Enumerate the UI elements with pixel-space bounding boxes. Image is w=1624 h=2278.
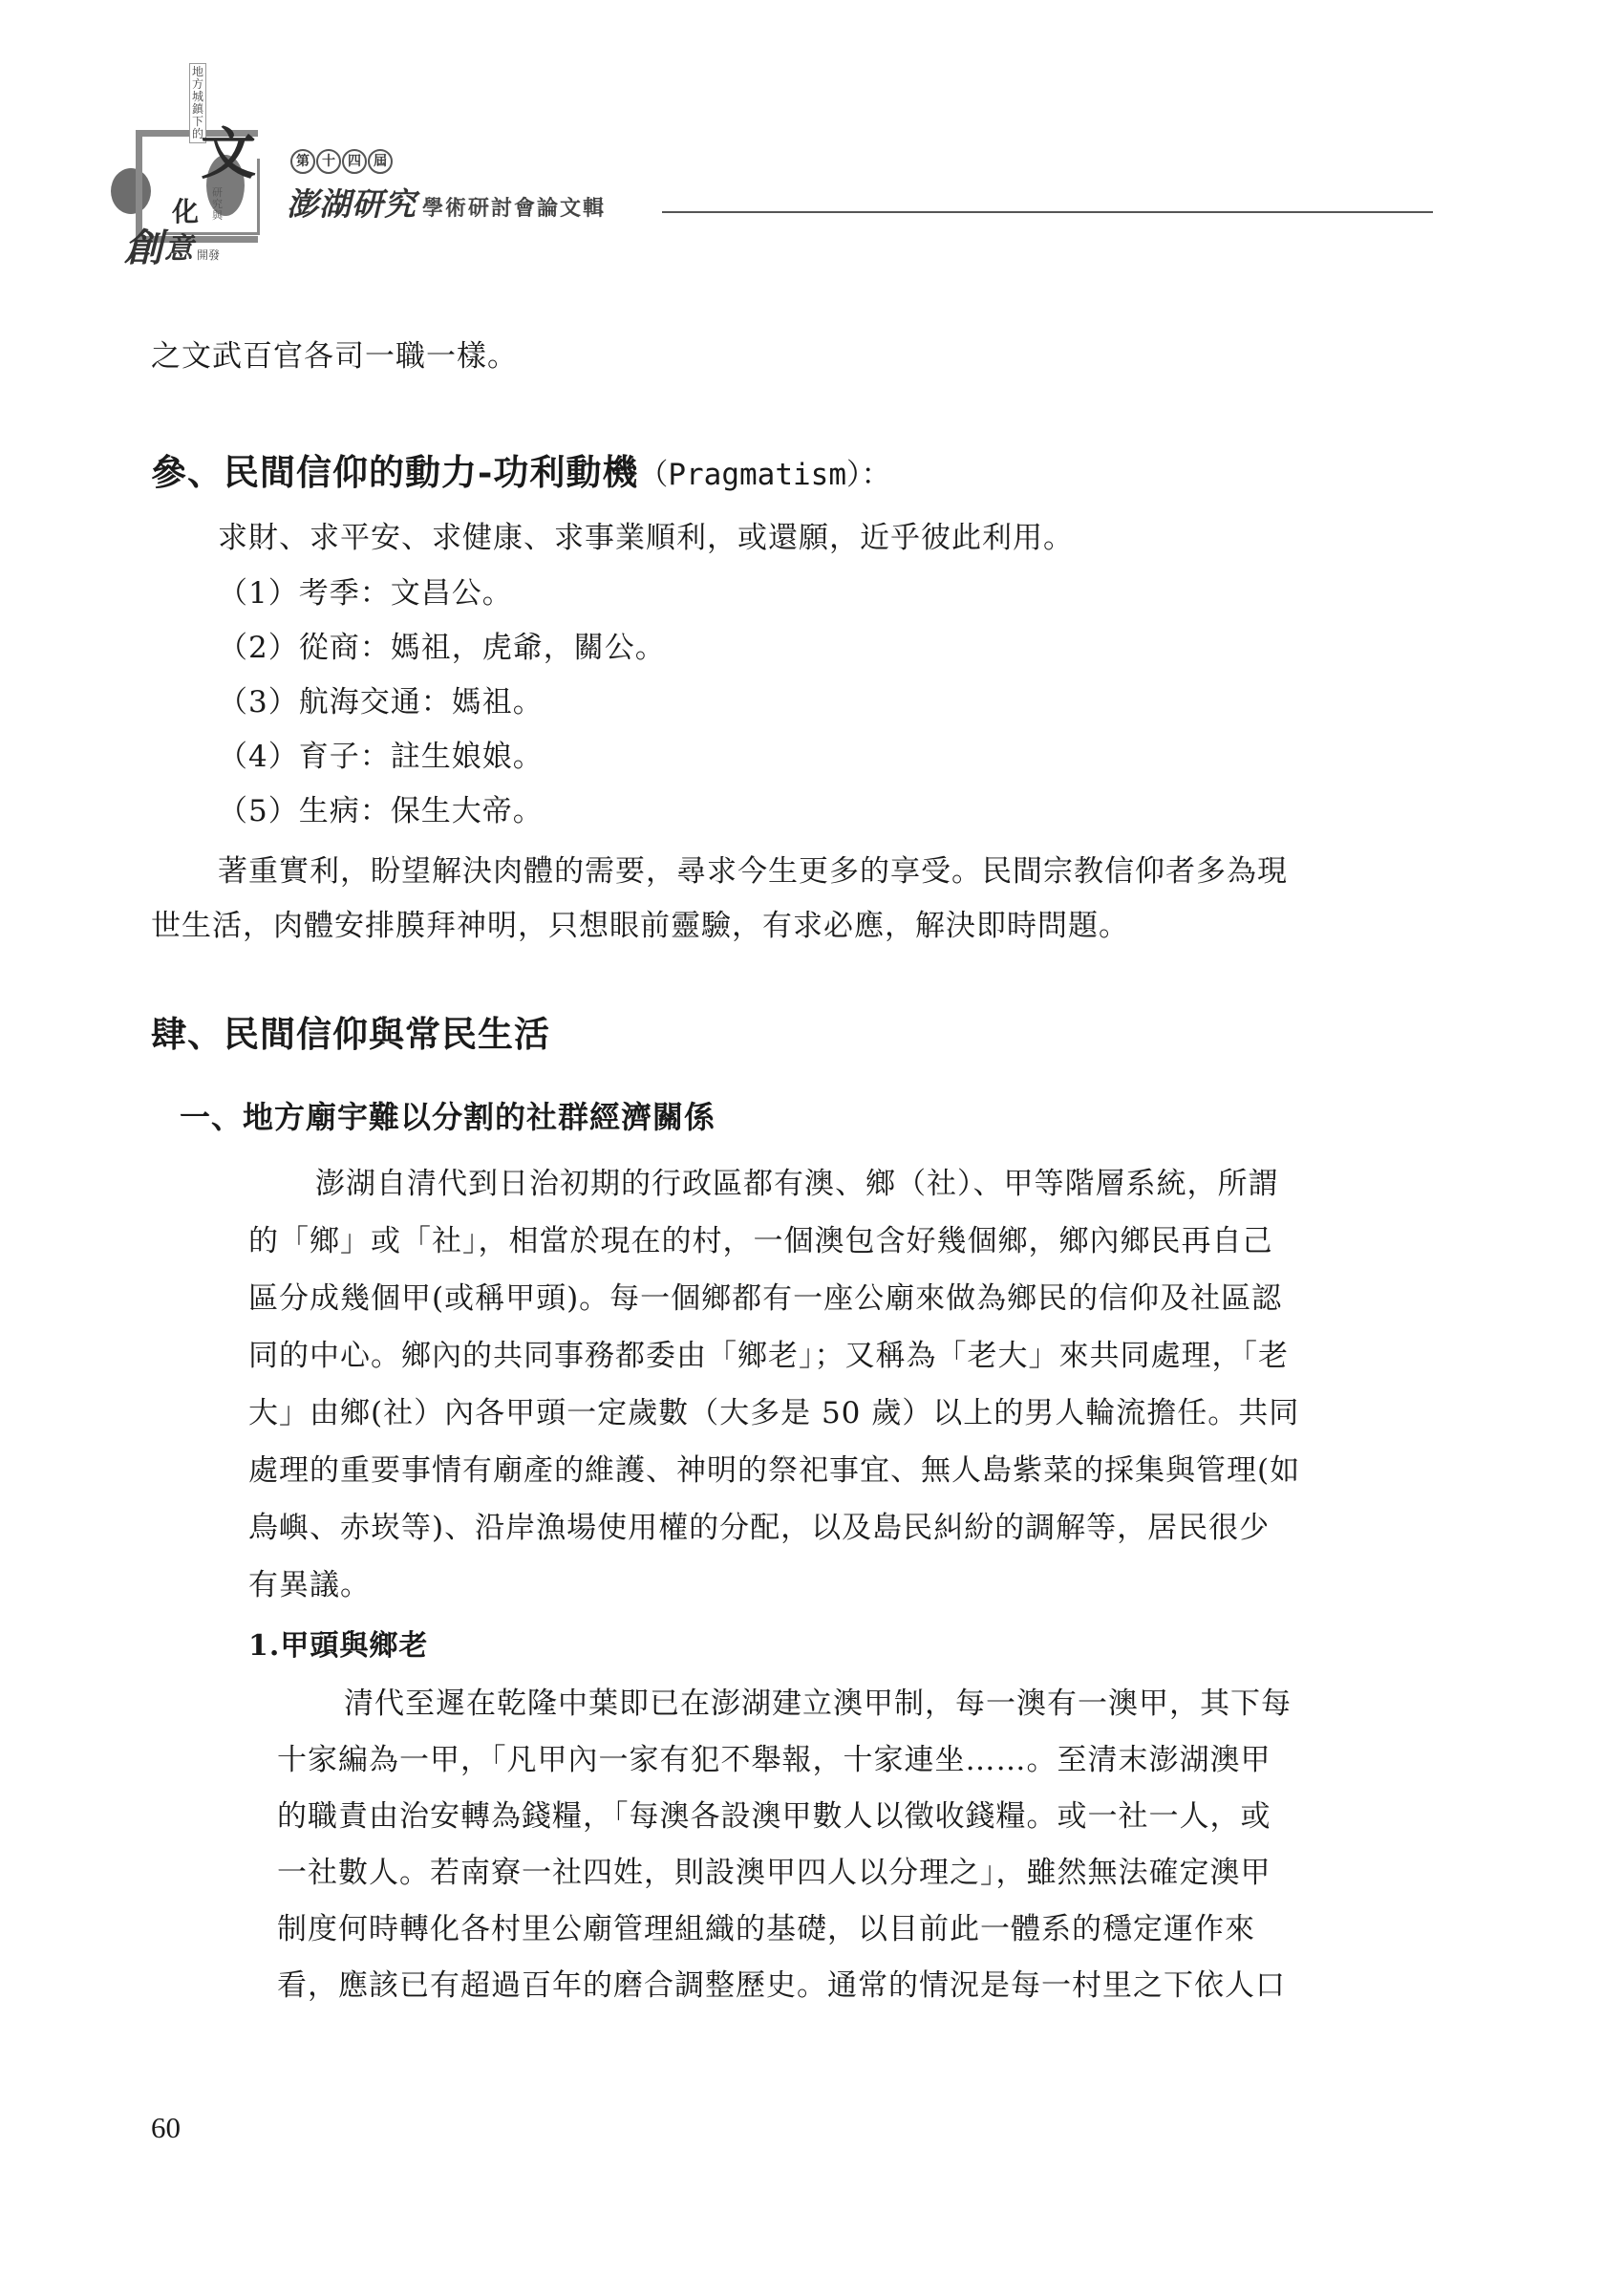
paragraph-line: 看，應該已有超過百年的磨合調整歷史。通常的情況是每一村里之下依人口 [277,1968,1286,2003]
edition-char: 四 [342,149,367,174]
paragraph-line: 的職責由治安轉為錢糧，「每澳各設澳甲數人以徵收錢糧。或一社一人，或 [277,1799,1271,1834]
section-3-heading [151,443,891,495]
paragraph-line: 清代至遲在乾隆中葉即已在澎湖建立澳甲制，每一澳有一澳甲，其下每 [344,1687,1292,1721]
paragraph-line: 鳥嶼、赤崁等)、沿岸漁場使用權的分配，以及島民糾紛的調解等，居民很少 [248,1511,1271,1545]
page-number: 60 [151,2111,181,2144]
paragraph-line: 世生活，肉體安排膜拜神明，只想眼前靈驗，有求必應，解決即時問題。 [151,909,1129,943]
paragraph-line: 同的中心。鄉內的共同事務都委由「鄉老」；又稱為「老大」來共同處理，「老 [248,1339,1289,1373]
paragraph-line: 澎湖自清代到日治初期的行政區都有澳、鄉（社）、甲等階層系統，所謂 [315,1167,1279,1201]
list-item: （1）考季：文昌公。 [218,576,513,611]
paragraph-line: 制度何時轉化各村里公廟管理組織的基礎，以目前此一體系的穩定運作來 [277,1912,1255,1946]
paragraph-line: 十家編為一甲，「凡甲內一家有犯不舉報，十家連坐……。至清末澎湖澳甲 [277,1743,1271,1777]
paragraph-line: 處理的重要事情有廟產的維護、神明的祭祀事宜、無人島紫菜的採集與管理(如 [248,1453,1301,1488]
paragraph-line: 著重實利，盼望解決肉體的需要，尋求今生更多的享受。民間宗教信仰者多為現 [218,854,1288,889]
paragraph-line: 有異議。 [248,1568,371,1602]
section-3-heading-text: 參、民間信仰的動力-功利動機 [151,451,639,493]
section-3-intro: 求財、求平安、求健康、求事業順利，或還願，近乎彼此利用。 [218,521,1074,555]
edition-char: 第 [290,149,315,174]
logo-small-text: 研究與 [212,186,223,222]
conference-name [287,180,606,225]
header-divider [662,211,1433,213]
paragraph-line: 一社數人。若南寮一社四姓，則設澳甲四人以分理之」，雖然無法確定澳甲 [277,1856,1271,1890]
subsection-1a-heading: 1.甲頭與鄉老 [248,1629,429,1663]
conference-name-main: 澎湖研究 [287,185,417,223]
logo-char-chuang: 創 [124,226,162,270]
paragraph-line: 大」由鄉(社）內各甲頭一定歲數（大多是 50 歲）以上的男人輪流擔任。共同 [248,1396,1300,1430]
list-item: （2）從商：媽祖，虎爺，關公。 [218,631,666,665]
list-item: （5）生病：保生大帝。 [218,794,544,828]
logo-char-hua: 化 [172,196,200,227]
subsection-1-heading: 一、地方廟宇難以分割的社群經濟關係 [180,1099,716,1135]
edition-char: 屆 [368,149,393,174]
intro-line: 之文武百官各司一職一樣。 [151,339,518,374]
list-item: （4）育子：註生娘娘。 [218,740,544,774]
page-header [0,0,1624,287]
conference-logo [105,55,267,270]
section-3-heading-latin: （Pragmatism）： [638,458,891,492]
edition-badge [290,149,394,174]
logo-char-wen: 文 [201,121,257,186]
conference-name-sub: 學術研討會論文輯 [422,196,607,221]
list-item: （3）航海交通：媽祖。 [218,685,544,720]
edition-char: 十 [316,149,341,174]
logo-kaifa-text: 開發 [197,248,221,262]
paragraph-line: 區分成幾個甲(或稱甲頭)。每一個鄉都有一座公廟來做為鄉民的信仰及社區認 [248,1281,1283,1316]
paragraph-line: 的「鄉」或「社」，相當於現在的村，一個澳包含好幾個鄉，鄉內鄉民再自己 [248,1224,1273,1258]
logo-char-yi: 意 [164,232,193,266]
logo-vertical-text: 地方城鎮下的 [189,63,206,143]
section-4-heading: 肆、民間信仰與常民生活 [151,1013,550,1055]
